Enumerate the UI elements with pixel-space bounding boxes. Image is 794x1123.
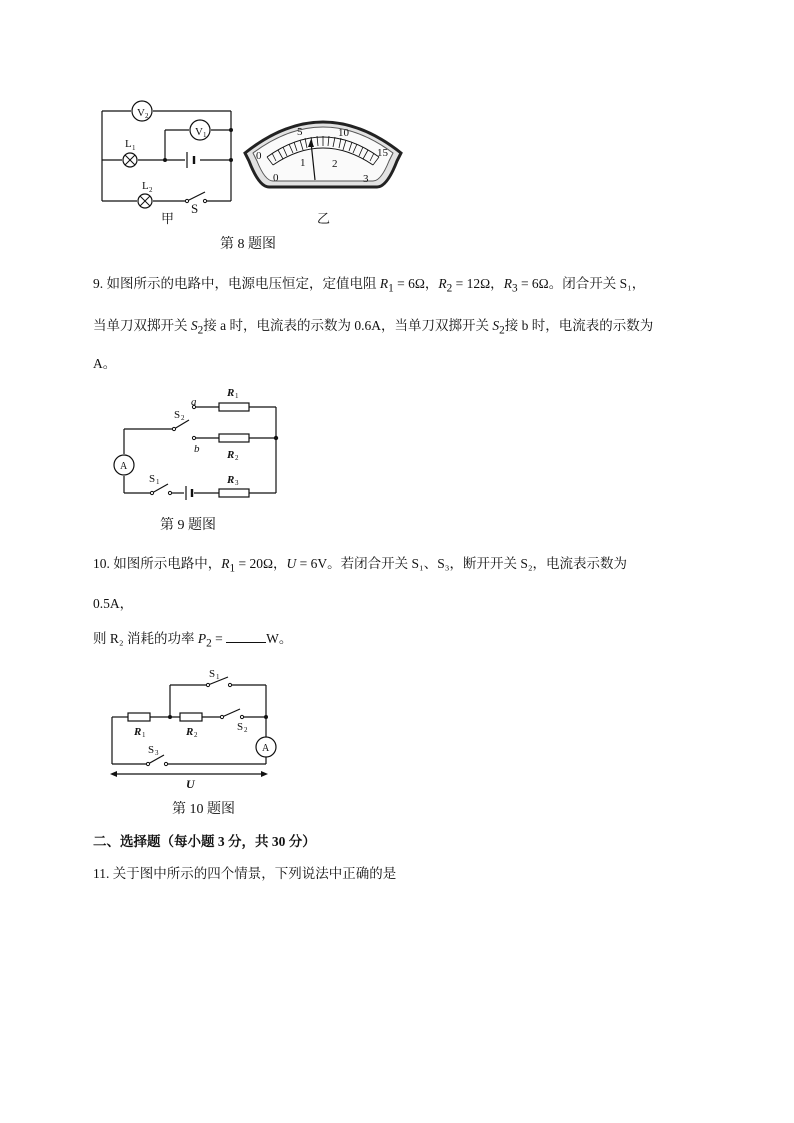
svg-text:1: 1 [156, 478, 160, 486]
svg-text:R: R [227, 474, 235, 486]
q9-line-1: 9. 如图所示的电路中，电源电压恒定，定值电阻 $R_1 = 6\Omega$，$R_2 = 12\Omega$，$R_3 = 6\Omega$。闭合开关 S₁， [93, 276, 646, 295]
resistor-r3-icon [219, 489, 249, 497]
svg-text:2: 2 [244, 726, 248, 734]
svg-text:S: S [209, 668, 216, 680]
svg-text:1: 1 [203, 131, 207, 139]
svg-text:0: 0 [256, 150, 262, 162]
svg-text:a: a [191, 396, 197, 408]
svg-text:V: V [195, 126, 203, 138]
svg-text:L: L [125, 138, 132, 150]
q10-line-3: 则 R₂ 消耗的功率 $P_2 = W$。 [93, 631, 293, 650]
svg-text:1: 1 [142, 731, 146, 739]
voltmeter-v2-icon [132, 101, 152, 121]
resistor-r1-icon [128, 713, 150, 721]
figure-8-caption: 第 8 题图 [220, 237, 276, 252]
svg-text:S: S [148, 744, 155, 756]
answer-blank[interactable] [226, 630, 266, 643]
resistor-r2-icon [180, 713, 202, 721]
svg-text:R: R [134, 726, 142, 738]
resistor-r2-icon [219, 434, 249, 442]
svg-text:S: S [174, 409, 181, 421]
voltmeter-v1-icon [190, 120, 210, 140]
svg-text:2: 2 [181, 414, 185, 422]
svg-text:1: 1 [132, 144, 136, 152]
figure-9-caption: 第 9 题图 [160, 518, 216, 533]
svg-text:3: 3 [363, 173, 369, 185]
switch-s-label: S [191, 201, 199, 216]
battery-icon [186, 486, 192, 500]
resistor-r1-icon [219, 403, 249, 411]
svg-text:S: S [149, 473, 156, 485]
circuit-label-jia: 甲 [161, 211, 175, 226]
figure-8-meter-dial [245, 122, 401, 187]
svg-text:L: L [142, 180, 149, 192]
svg-text:0: 0 [273, 172, 279, 184]
ammeter-icon [114, 455, 134, 475]
svg-text:2: 2 [149, 186, 153, 194]
svg-text:2: 2 [194, 731, 198, 739]
svg-text:V: V [137, 107, 145, 119]
svg-text:1: 1 [235, 392, 239, 400]
svg-text:15: 15 [377, 147, 388, 159]
svg-text:2: 2 [235, 454, 239, 462]
svg-text:3: 3 [235, 479, 239, 487]
ammeter-icon [256, 737, 276, 757]
q11-line: 11. 关于图中所示的四个情景，下列说法中正确的是 [93, 866, 397, 881]
figure-10-caption: 第 10 题图 [172, 802, 235, 817]
svg-text:2: 2 [332, 158, 338, 170]
figure-9-circuit [112, 380, 312, 510]
q9-line-2: 当单刀双掷开关 $S_2$接 a 时，电流表的示数为 0.6A，当单刀双掷开关 $S_2$接 b 时，电流表的示数为 [93, 318, 654, 337]
svg-text:2: 2 [145, 112, 149, 120]
svg-text:A: A [120, 461, 128, 472]
svg-text:U: U [186, 777, 195, 791]
section-2-heading: 二、选择题（每小题 3 分，共 30 分） [93, 834, 316, 849]
figure-8-circuit-and-meter [95, 95, 415, 230]
svg-text:R: R [227, 387, 235, 399]
q9-line-3: A。 [93, 356, 117, 371]
svg-text:1: 1 [216, 673, 220, 681]
q10-line-2: 0.5A， [93, 596, 134, 611]
battery-icon [187, 152, 194, 168]
svg-text:R: R [227, 449, 235, 461]
svg-text:S: S [237, 721, 244, 733]
meter-label-yi: 乙 [317, 211, 331, 226]
svg-text:b: b [194, 443, 200, 455]
lamp-l1-icon [123, 138, 137, 167]
svg-text:10: 10 [338, 127, 349, 139]
svg-text:1: 1 [300, 157, 306, 169]
q10-line-1: 10. 如图所示电路中，$R_1 = 20\Omega$，U = 6V。若闭合开关 S₁、S₃，断开开关 S₂，电流表示数为 [93, 556, 628, 575]
figure-8-circuit [102, 111, 231, 201]
svg-text:A: A [262, 743, 270, 754]
svg-text:R: R [186, 726, 194, 738]
lamp-l2-icon [138, 180, 153, 208]
figure-10-circuit [104, 660, 284, 795]
svg-text:3: 3 [155, 749, 159, 757]
svg-text:5: 5 [297, 126, 303, 138]
